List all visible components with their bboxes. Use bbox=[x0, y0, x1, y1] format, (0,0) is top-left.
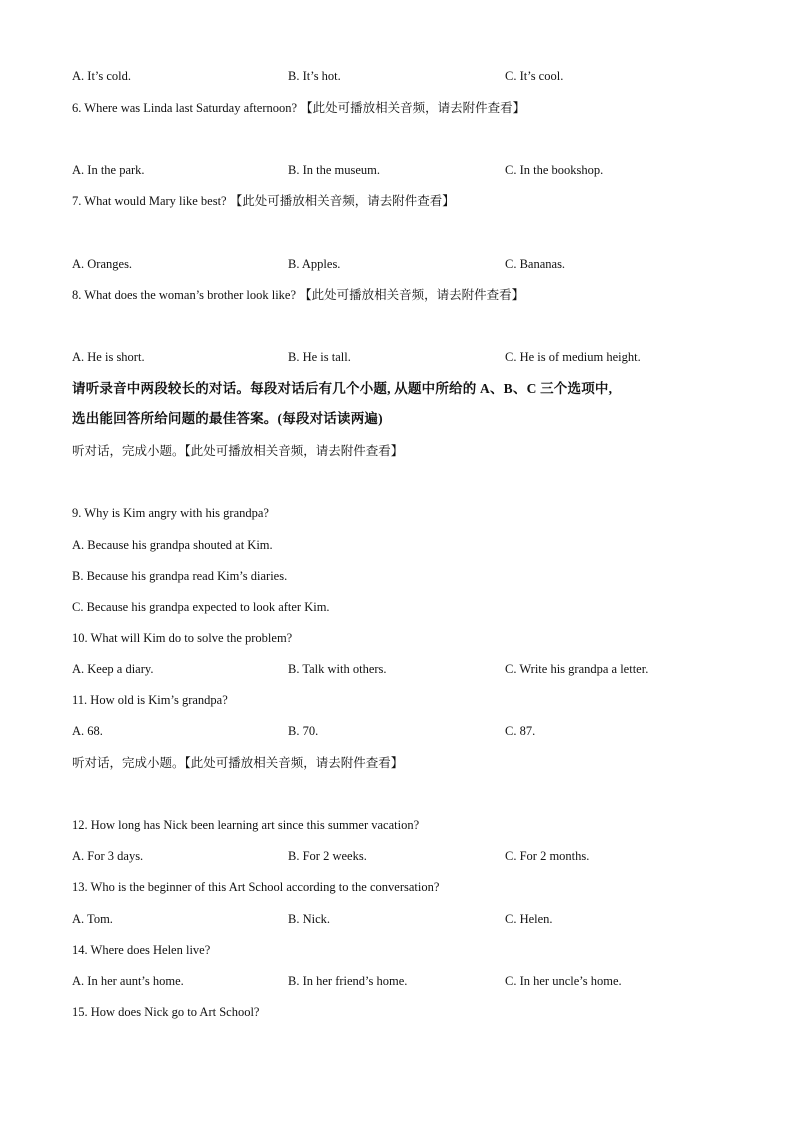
q15-question: 15. How does Nick go to Art School? bbox=[72, 1005, 260, 1019]
q7-option-a[interactable]: A. Oranges. bbox=[72, 257, 133, 271]
q6-options bbox=[72, 162, 752, 178]
q5-option-c[interactable]: C. It’s cool. bbox=[505, 69, 564, 83]
q5-option-a[interactable]: A. It’s cold. bbox=[72, 69, 132, 83]
q10-option-a[interactable]: A. Keep a diary. bbox=[72, 662, 154, 676]
q5-options bbox=[72, 68, 752, 84]
q12-option-b[interactable]: B. For 2 weeks. bbox=[288, 849, 367, 863]
q11-question: 11. How old is Kim’s grandpa? bbox=[72, 693, 228, 707]
q12-options bbox=[72, 848, 752, 864]
q10-options bbox=[72, 661, 752, 677]
q14-question: 14. Where does Helen live? bbox=[72, 943, 211, 957]
q8-question: 8. What does the woman’s brother look like? 【此处可播放相关音频，请去附件查看】 bbox=[72, 288, 525, 302]
q11-option-b[interactable]: B. 70. bbox=[288, 724, 319, 738]
q8-option-a[interactable]: A. He is short. bbox=[72, 350, 145, 364]
q9-question: 9. Why is Kim angry with his grandpa? bbox=[72, 506, 269, 520]
q10-question: 10. What will Kim do to solve the problem? bbox=[72, 631, 293, 645]
q13-option-a[interactable]: A. Tom. bbox=[72, 912, 113, 926]
q7-option-b[interactable]: B. Apples. bbox=[288, 257, 341, 271]
q11-option-c[interactable]: C. 87. bbox=[505, 724, 536, 738]
q7-option-c[interactable]: C. Bananas. bbox=[505, 257, 566, 271]
q5-option-b[interactable]: B. It’s hot. bbox=[288, 69, 341, 83]
dialogue1-prompt: 听对话，完成小题。【此处可播放相关音频，请去附件查看】 bbox=[72, 444, 404, 458]
q13-options bbox=[72, 911, 752, 927]
q7-question: 7. What would Mary like best? 【此处可播放相关音频，请去附件查看】 bbox=[72, 194, 455, 208]
q6-option-c[interactable]: C. In the bookshop. bbox=[505, 163, 604, 177]
q9-option-b[interactable]: B. Because his grandpa read Kim’s diaries. bbox=[72, 569, 288, 583]
q14-option-c[interactable]: C. In her uncle’s home. bbox=[505, 974, 622, 988]
section-instruction-line1: 请听录音中两段较长的对话。每段对话后有几个小题, 从题中所给的 A、B、C 三个选项中, bbox=[72, 381, 613, 396]
q13-option-c[interactable]: C. Helen. bbox=[505, 912, 553, 926]
dialogue2-prompt: 听对话，完成小题。【此处可播放相关音频，请去附件查看】 bbox=[72, 756, 404, 770]
q11-option-a[interactable]: A. 68. bbox=[72, 724, 103, 738]
q8-option-c[interactable]: C. He is of medium height. bbox=[505, 350, 641, 364]
q6-question: 6. Where was Linda last Saturday afternoon? 【此处可播放相关音频，请去附件查看】 bbox=[72, 101, 526, 115]
q10-option-c[interactable]: C. Write his grandpa a letter. bbox=[505, 662, 649, 676]
q13-question: 13. Who is the beginner of this Art School according to the conversation? bbox=[72, 880, 440, 894]
q6-option-b[interactable]: B. In the museum. bbox=[288, 163, 381, 177]
q13-option-b[interactable]: B. Nick. bbox=[288, 912, 331, 926]
q8-option-b[interactable]: B. He is tall. bbox=[288, 350, 351, 364]
q7-options bbox=[72, 256, 752, 272]
q12-option-a[interactable]: A. For 3 days. bbox=[72, 849, 144, 863]
section-instruction-line2: 选出能回答所给问题的最佳答案。(每段对话读两遍) bbox=[72, 411, 383, 426]
q10-option-b[interactable]: B. Talk with others. bbox=[288, 662, 387, 676]
q11-options bbox=[72, 723, 752, 739]
q14-option-b[interactable]: B. In her friend’s home. bbox=[288, 974, 408, 988]
q6-option-a[interactable]: A. In the park. bbox=[72, 163, 145, 177]
q12-option-c[interactable]: C. For 2 months. bbox=[505, 849, 590, 863]
q9-option-c[interactable]: C. Because his grandpa expected to look after Kim. bbox=[72, 600, 330, 614]
q14-options bbox=[72, 973, 752, 989]
q9-option-a[interactable]: A. Because his grandpa shouted at Kim. bbox=[72, 538, 273, 552]
q8-options bbox=[72, 349, 752, 365]
q14-option-a[interactable]: A. In her aunt’s home. bbox=[72, 974, 184, 988]
q12-question: 12. How long has Nick been learning art since this summer vacation? bbox=[72, 818, 420, 832]
